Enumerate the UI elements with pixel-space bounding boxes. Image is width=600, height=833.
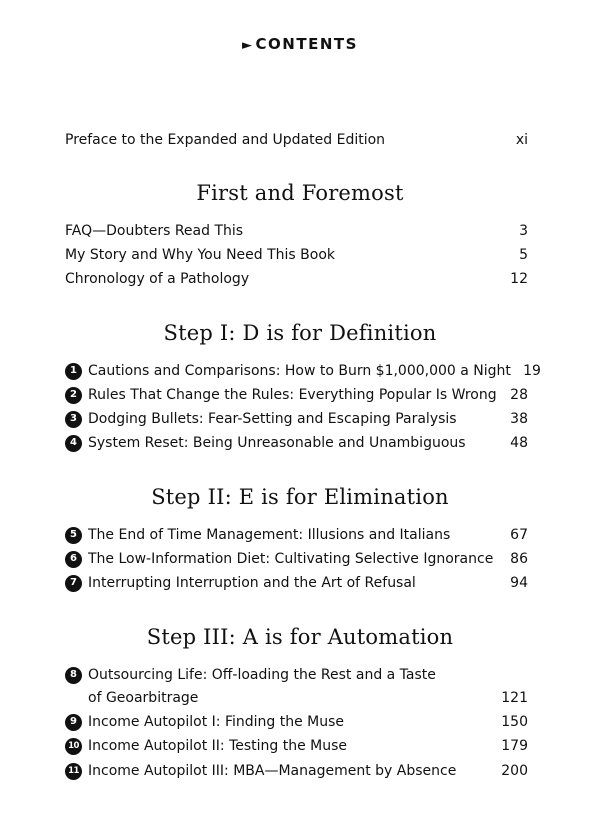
chapter-number-badge: 4 bbox=[65, 435, 82, 452]
toc-entry-label: Income Autopilot I: Finding the Muse bbox=[88, 714, 345, 730]
chapter-number-badge: 11 bbox=[65, 763, 82, 780]
toc-entry-chapter-11[interactable] bbox=[65, 759, 528, 783]
toc-entry-label-continued: of Geoarbitrage bbox=[88, 690, 199, 706]
toc-entry-chapter-5[interactable] bbox=[65, 523, 528, 547]
toc-entry-chapter-4[interactable] bbox=[65, 431, 528, 455]
chapter-number-badge: 2 bbox=[65, 387, 82, 404]
toc-entry-label: Cautions and Comparisons: How to Burn $1,000,000 a Night bbox=[88, 363, 511, 379]
toc-entry-page: 67 bbox=[510, 527, 528, 543]
toc-entry-chapter-8-continued[interactable] bbox=[65, 686, 528, 710]
chapter-number-badge: 1 bbox=[65, 363, 82, 380]
toc-entry-label: Chronology of a Pathology bbox=[65, 271, 250, 287]
section-title-step-2: Step II: E is for Elimination bbox=[151, 485, 449, 509]
page-title bbox=[0, 35, 600, 53]
toc-entry-label: My Story and Why You Need This Book bbox=[65, 247, 336, 263]
toc-entry-page: 28 bbox=[510, 387, 528, 403]
chapter-number-badge: 8 bbox=[65, 667, 82, 684]
toc-entry-chapter-1[interactable] bbox=[65, 359, 541, 383]
chapter-number-badge: 5 bbox=[65, 527, 82, 544]
toc-entry[interactable] bbox=[65, 243, 528, 267]
section-title-step-3: Step III: A is for Automation bbox=[146, 625, 454, 649]
toc-entry-page: 38 bbox=[510, 411, 528, 427]
toc-entry-label: Dodging Bullets: Fear-Setting and Escaping Paralysis bbox=[88, 411, 457, 427]
toc-entry-label: The Low-Information Diet: Cultivating Selective Ignorance bbox=[88, 551, 494, 567]
toc-entry-page: 3 bbox=[519, 223, 528, 239]
toc-entry-preface[interactable] bbox=[65, 128, 528, 152]
toc-entry-chapter-6[interactable] bbox=[65, 547, 528, 571]
chapter-number-badge: 10 bbox=[65, 738, 82, 755]
toc-entry-page: 48 bbox=[510, 435, 528, 451]
toc-entry[interactable] bbox=[65, 219, 528, 243]
toc-entry-label: Income Autopilot III: MBA—Management by Absence bbox=[88, 763, 457, 779]
chapter-number-badge: 7 bbox=[65, 575, 82, 592]
toc-entry-page: 94 bbox=[510, 575, 528, 591]
arrow-icon: ► bbox=[242, 38, 254, 53]
toc-entry-page: 179 bbox=[501, 738, 528, 754]
toc-entry-label: Income Autopilot II: Testing the Muse bbox=[88, 738, 348, 754]
toc-entry-chapter-2[interactable] bbox=[65, 383, 528, 407]
toc-entry-page: 12 bbox=[510, 271, 528, 287]
toc-entry-chapter-8[interactable] bbox=[65, 663, 528, 687]
toc-entry-chapter-7[interactable] bbox=[65, 571, 528, 595]
toc-entry-page: 86 bbox=[510, 551, 528, 567]
toc-entry-label: The End of Time Management: Illusions and Italians bbox=[88, 527, 451, 543]
toc-entry-chapter-9[interactable] bbox=[65, 710, 528, 734]
toc-entry-page: 121 bbox=[501, 690, 528, 706]
toc-entry-label: Rules That Change the Rules: Everything Popular Is Wrong bbox=[88, 387, 497, 403]
toc-entry-page: 200 bbox=[501, 763, 528, 779]
toc-entry[interactable] bbox=[65, 267, 528, 291]
chapter-number-badge: 3 bbox=[65, 411, 82, 428]
toc-entry-chapter-10[interactable] bbox=[65, 734, 528, 758]
toc-entry-label: Preface to the Expanded and Updated Edition bbox=[65, 132, 386, 148]
toc-entry-label: Outsourcing Life: Off-loading the Rest and a Taste bbox=[88, 667, 436, 683]
toc-entry-page: 150 bbox=[501, 714, 528, 730]
toc-entry-chapter-3[interactable] bbox=[65, 407, 528, 431]
chapter-number-badge: 9 bbox=[65, 714, 82, 731]
chapter-number-badge: 6 bbox=[65, 551, 82, 568]
toc-entry-page: 19 bbox=[523, 363, 541, 379]
toc-entry-label: System Reset: Being Unreasonable and Unambiguous bbox=[88, 435, 466, 451]
toc-entry-label: FAQ—Doubters Read This bbox=[65, 223, 244, 239]
toc-entry-label: Interrupting Interruption and the Art of Refusal bbox=[88, 575, 416, 591]
toc-entry-page: 5 bbox=[519, 247, 528, 263]
section-title-step-1: Step I: D is for Definition bbox=[163, 321, 437, 345]
section-title-first-and-foremost: First and Foremost bbox=[196, 181, 404, 205]
page-title-text: CONTENTS bbox=[255, 35, 358, 53]
toc-entry-page: xi bbox=[515, 132, 528, 148]
